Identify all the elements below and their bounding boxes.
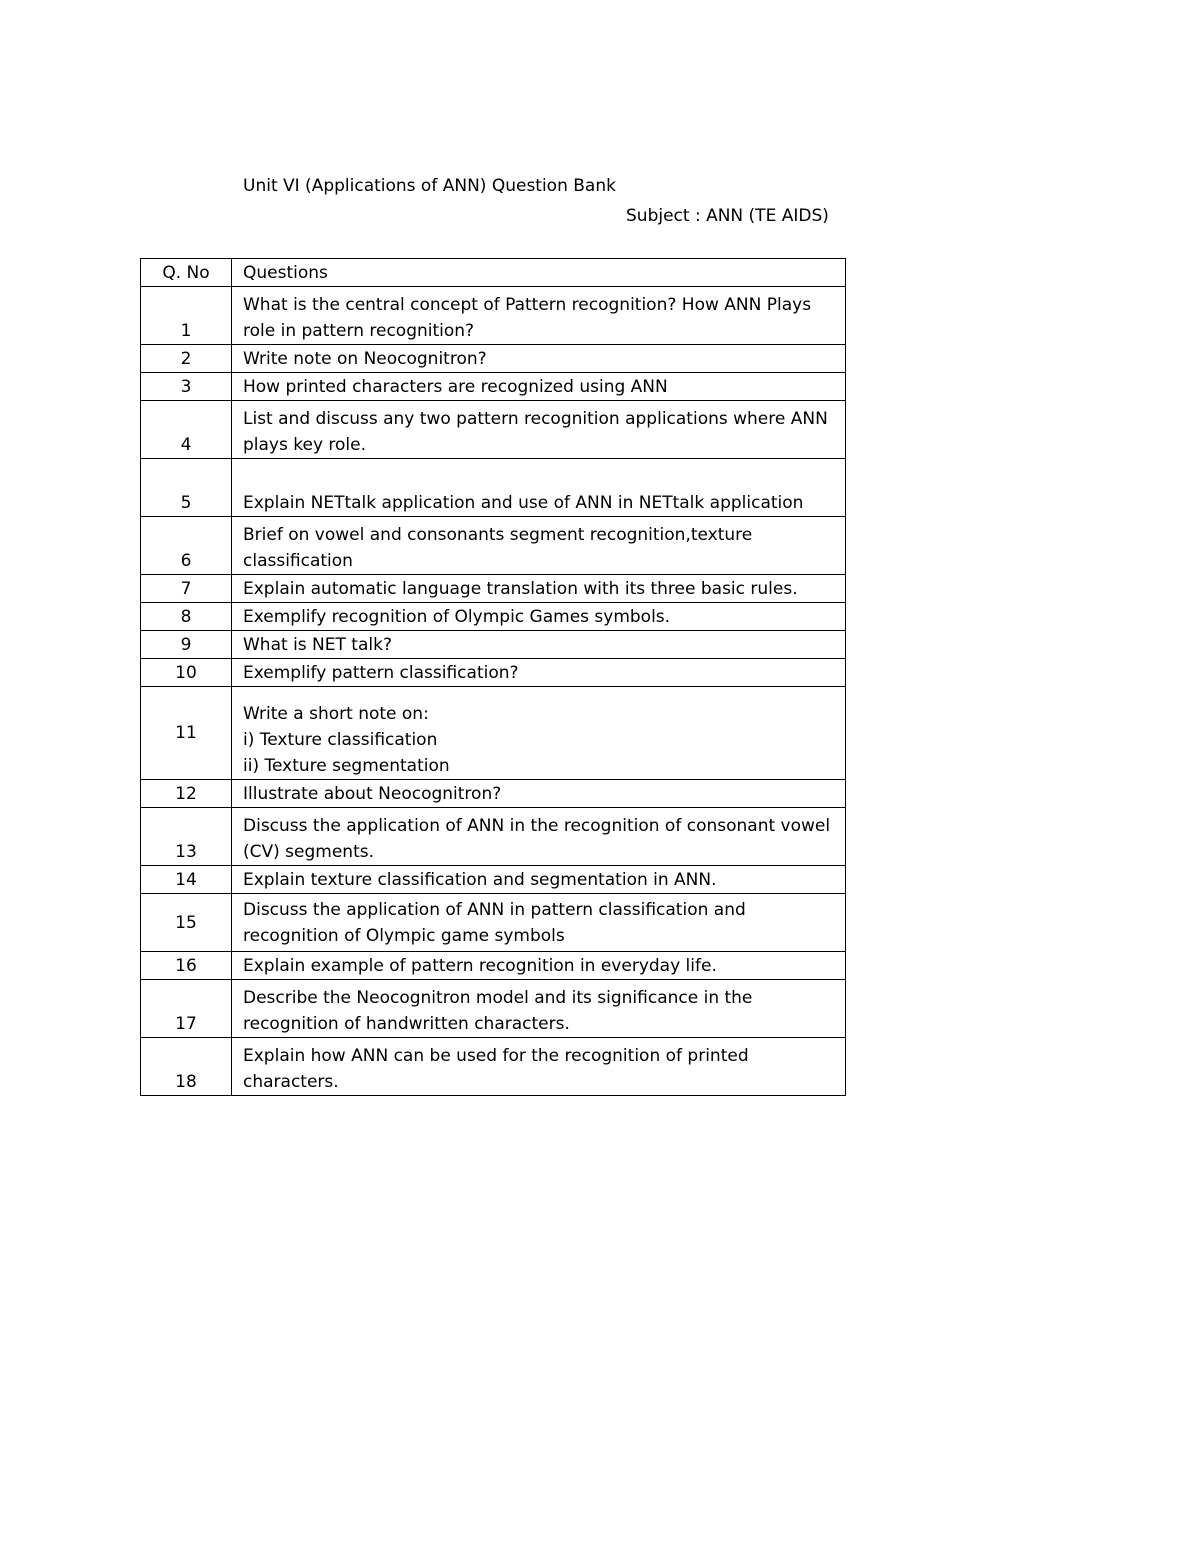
table-row (141, 345, 846, 373)
table-header-row (141, 259, 846, 287)
question-number: 6 (141, 517, 232, 575)
table-row (141, 659, 846, 687)
table-row (141, 894, 846, 952)
question-text: Explain how ANN can be used for the recognition of printed characters. (232, 1038, 846, 1096)
question-text: Explain example of pattern recognition in everyday life. (232, 952, 846, 980)
question-number: 2 (141, 345, 232, 373)
table-row (141, 287, 846, 345)
question-text: Brief on vowel and consonants segment recognition,texture classification (232, 517, 846, 575)
table-row (141, 980, 846, 1038)
table-row (141, 780, 846, 808)
table-row (141, 401, 846, 459)
table-row (141, 1038, 846, 1096)
question-text: How printed characters are recognized using ANN (232, 373, 846, 401)
question-number: 12 (141, 780, 232, 808)
table-row (141, 631, 846, 659)
table-row (141, 373, 846, 401)
question-number: 15 (141, 894, 232, 952)
question-text: Describe the Neocognitron model and its significance in the recognition of handwritten characters. (232, 980, 846, 1038)
question-text: Discuss the application of ANN in the recognition of consonant vowel (CV) segments. (232, 808, 846, 866)
question-text: Discuss the application of ANN in pattern classification and recognition of Olympic game symbols (232, 894, 846, 952)
question-text: What is the central concept of Pattern recognition? How ANN Plays role in pattern recognition? (232, 287, 846, 345)
table-row (141, 459, 846, 517)
question-text: Illustrate about Neocognitron? (232, 780, 846, 808)
question-number: 14 (141, 866, 232, 894)
question-text: Explain NETtalk application and use of ANN in NETtalk application (232, 459, 846, 517)
page-title: Unit VI (Applications of ANN) Question Bank (243, 176, 616, 196)
question-text: Explain texture classification and segmentation in ANN. (232, 866, 846, 894)
question-text: Exemplify pattern classification? (232, 659, 846, 687)
question-number: 16 (141, 952, 232, 980)
table-row (141, 808, 846, 866)
question-number: 3 (141, 373, 232, 401)
question-number: 13 (141, 808, 232, 866)
question-text: Explain automatic language translation with its three basic rules. (232, 575, 846, 603)
table-row (141, 517, 846, 575)
question-number: 5 (141, 459, 232, 517)
question-text: Write a short note on: i) Texture classification ii) Texture segmentation (232, 687, 846, 780)
question-number: 4 (141, 401, 232, 459)
column-header-questions: Questions (232, 259, 846, 287)
table-row (141, 866, 846, 894)
question-number: 10 (141, 659, 232, 687)
subject-line: Subject : ANN (TE AIDS) (626, 206, 829, 226)
question-number: 8 (141, 603, 232, 631)
table-row (141, 603, 846, 631)
table-row (141, 575, 846, 603)
question-number: 9 (141, 631, 232, 659)
question-number: 18 (141, 1038, 232, 1096)
question-text: Exemplify recognition of Olympic Games symbols. (232, 603, 846, 631)
table-row (141, 952, 846, 980)
question-text: List and discuss any two pattern recognition applications where ANN plays key role. (232, 401, 846, 459)
question-text: Write note on Neocognitron? (232, 345, 846, 373)
question-text: What is NET talk? (232, 631, 846, 659)
question-number: 1 (141, 287, 232, 345)
column-header-qno: Q. No (141, 259, 232, 287)
table-row (141, 687, 846, 780)
question-number: 11 (141, 687, 232, 780)
question-number: 17 (141, 980, 232, 1038)
question-number: 7 (141, 575, 232, 603)
question-table (140, 258, 846, 1096)
